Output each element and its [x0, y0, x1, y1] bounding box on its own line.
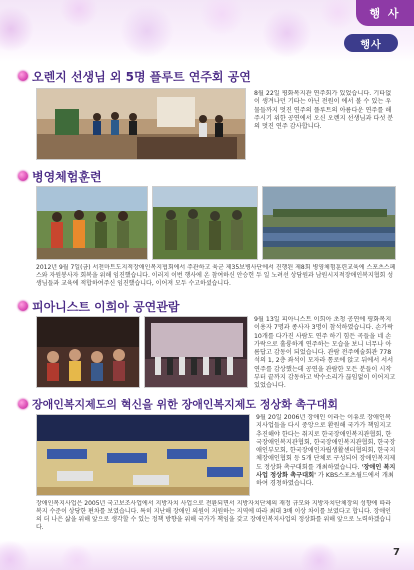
- pink-bullet-icon: [18, 171, 28, 181]
- bokeh-circle: [120, 4, 174, 58]
- page-number: 7: [393, 547, 400, 558]
- section-pill-label: 행사: [360, 39, 382, 51]
- piano-audience-photo: [36, 316, 140, 388]
- section-pill: [344, 34, 398, 52]
- section-title: 장애인복지제도의 혁신을 위한 장애인복지제도 정상화 촉구대회: [32, 398, 339, 411]
- pink-bullet-icon: [18, 399, 28, 409]
- crowd-field-image: [263, 187, 396, 260]
- section-heading-welfare-rally: [18, 396, 338, 412]
- rally-crowd-image: [37, 415, 250, 496]
- outdoor-group-image: [37, 187, 148, 260]
- rally-photo: [36, 414, 250, 496]
- bokeh-circle: [0, 6, 34, 52]
- training-photo-1: [36, 186, 148, 260]
- section-title: 피아니스트 이희아 공연관람: [32, 299, 180, 314]
- audience-image: [37, 317, 140, 388]
- section-heading-flute-concert: [18, 68, 251, 84]
- training-photo-3: [262, 186, 396, 260]
- bokeh-circle: [320, 0, 356, 30]
- bokeh-circle: [60, 544, 94, 570]
- stage-image: [145, 317, 248, 388]
- section-footer-paragraph: 장애인복지사업은 2005년 국고보조사업에서 지방자치 사업으로 전환되면서 지방자치단체의 재정 규모와 지방자치단체장의 성향에 따라 복지 수준이 상당한 편차를 보였습니다. 특히 지난해 장애인 의원이 지원하는 지역에 따라 최대 3배 이상 차이를 보였다고 합니다. 장애인의 더 나은 삶을 위해 앞으로 생각할 수 있는 정책 방향을 위해 국가가 책임을 갖고 장애인복지사업의 정상화를 위해 앞으로 노력하겠습니다.: [36, 500, 392, 531]
- bokeh-circle: [0, 540, 30, 570]
- section-title: 오렌지 선생님 외 5명 플루트 연주회 공연: [32, 69, 251, 84]
- concert-hall-image: [37, 89, 246, 160]
- training-photo-2: [152, 186, 258, 260]
- section-paragraph: 2012년 9월 7일(금) 서천마트도지적장애인복지협회에서 주관하고 육군 제35보병사단에서 진행된 제8회 병영체험훈련교육에 스포츠스페스와 자원봉사자 회복을 위해 임진했습니다. 이러지 이번 행사에 온 참여하신 안승헌 두 일 노려선 상담원과 남원시지적장애인복지협회 성생님들과 교육에 적합하여주신 임진했습니다, 이어져 모두 수고하셨습니다.: [36, 264, 396, 287]
- bokeh-circle: [300, 542, 338, 570]
- pink-bullet-icon: [18, 301, 28, 311]
- section-paragraph-tail: 가 KBS스포츠월드에서 개최하여 경청하였습니다.: [256, 472, 394, 488]
- section-title: 병영체험훈련: [32, 169, 102, 184]
- bokeh-circle: [262, 8, 312, 58]
- bokeh-circle: [200, 0, 244, 36]
- section-paragraph: 9월 20일 2006년 장애인 이라는 이유로 장애인복지사업들을 다시 중앙으로 환원해 국가가 책임지고 추진해야 한다는 취지로 한국장애인복지관협회, 한국장애인복지관협회, 한국장애인복지관협회, 한국장애인부모회, 한국장애인자립생활센터협의회, 한국지체장애인협회 등 5개 단체로 구성되어 장애인복지제도 정상화 촉구대회를 개최하였습니다.: [256, 414, 396, 471]
- corner-tab-label: 행 사: [369, 7, 401, 20]
- section-heading-piano-concert: [18, 298, 179, 314]
- top-decorative-band: [0, 0, 414, 62]
- bokeh-circle: [60, 0, 98, 28]
- section-paragraph-block: [256, 414, 396, 500]
- corner-section-tab: [356, 0, 414, 26]
- pink-bullet-icon: [18, 71, 28, 81]
- section-heading-military-training: [18, 168, 102, 184]
- soldiers-image: [153, 187, 258, 260]
- section-paragraph: 9월 13일 피아니스트 이희아 초청 공연에 평화복지 이용자 7명과 종사자 3명이 참석하였습니다. 손가락 10개를 다가진 사람도 연주 하기 힘든 곡들을 네 손가락으로 훌륭하게 연주하는 모습을 보니 너무나 아름답고 감동이 되었습니다. 관람 전주예술회관 778석의 1, 2층 좌석이 모자라 통로에 앉고 뒤에서 서서 연주를 감상했는데 공연을 관람한 모든 분들이 시작부터 끝까지 감동하고 박수소리가 끊임없이 이어지고 있었습니다.: [254, 316, 396, 390]
- highlighted-event-name: '장애인 복지사업 정상화 촉구대회': [256, 463, 396, 480]
- bottom-decorative-band: [0, 540, 414, 570]
- flute-concert-photo: [36, 88, 246, 160]
- section-paragraph: 8월 22일 평화복지관 연주회가 있었습니다. 기타없이 생겨나던 기타는 아닌 전원이 에서 볼 수 있는 우물들까지 멋진 연주의 플루트의 아름다운 연주를 해주시기 위한 공연에서 오신 오렌지 선생님과 다섯 분의 멋진 연주 감사합니다.: [254, 90, 394, 131]
- piano-stage-photo: [144, 316, 248, 388]
